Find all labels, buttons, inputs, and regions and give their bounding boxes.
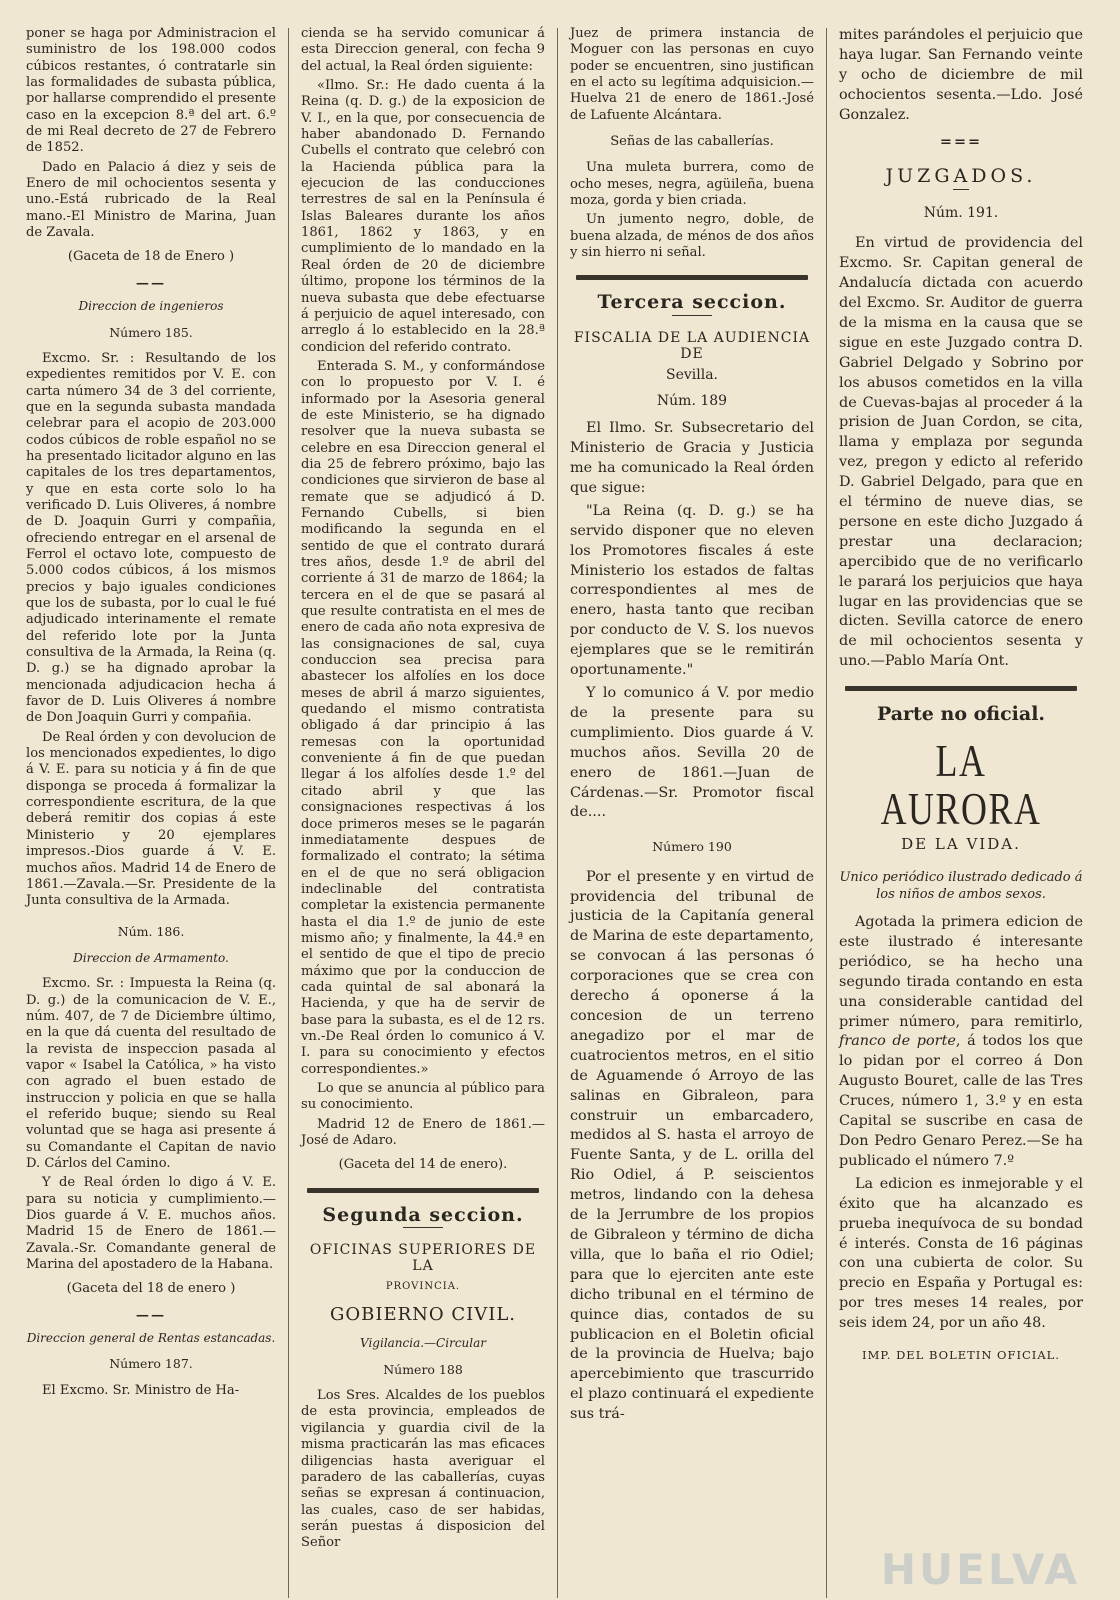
paragraph: Madrid 12 de Enero de 1861.—José de Adaro. — [301, 1116, 545, 1149]
text-run: , á todos los que lo pidan por el correo á Don Augusto Bouret, calle de las Tres Cruces, número 1, 3.º y en esta Capital se suscribe en casa de Don Pedro Genaro Perez.—Se ha publicado el número 7.º — [839, 1033, 1083, 1169]
gazette-citation: (Gaceta del 14 de enero). — [338, 1157, 508, 1173]
paragraph: "La Reina (q. D. g.) se ha servido disponer que no eleven los Promotores fiscales á este Ministerio los estados de faltas correspondientes al mes de enero, hasta tanto que reciban por conducto de V. S. los nuevos ejemplares que se le remitirán oportunamente." — [570, 502, 814, 679]
item-number: Número 185. — [109, 324, 193, 340]
paragraph: Y lo comunico á V. por medio de la presente para su cumplimiento. Dios guarde á V. muchos años. Sevilla 20 de enero de 1861.—Juan de Cárdenas.—Sr. Promotor fiscal de.... — [570, 684, 814, 821]
paragraph: El Ilmo. Sr. Subsecretario del Ministerio de Gracia y Justicia me ha comunicado la Real órden que sigue: — [570, 420, 814, 496]
thick-rule — [307, 1188, 539, 1193]
office-subheading: PROVINCIA. — [385, 1280, 461, 1292]
item-number: Número 190 — [652, 839, 732, 855]
item-number: Número 187. — [109, 1356, 193, 1372]
item-number: Núm. 189 — [656, 392, 728, 409]
item-number: Núm. 186. — [117, 923, 185, 939]
section-title: Parte no oficial. — [876, 703, 1046, 726]
text-run: Agotada la primera edicion de este ilustrado é interesante periódico, se ha hecho una segundo tirada contando en esta una considerable cantidad del primer número, para remitirlo, — [839, 914, 1083, 1030]
gazette-citation: (Gaceta del 18 de enero ) — [66, 1281, 236, 1297]
section-title: JUZGADOS. — [885, 165, 1037, 188]
watermark: HUELVA — [880, 1545, 1080, 1594]
periodical-title: LA AURORA — [880, 735, 1042, 835]
column-4 — [827, 26, 1095, 1600]
paragraph: Excmo. Sr. : Impuesta la Reina (q. D. g.) de la comunicacion de V. E., núm. 407, de 7 de Diciembre último, en la que dá cuenta del resultado de la revista de inspeccion pasada al vapor « Isabel la Católica, » ha visto con agrado el buen estado de instruccion y policia en que se halla el referido buque; siendo su Real voluntad que se haga asi presente á su Comandante el Capitan de navio D. Cárlos del Camino. — [26, 976, 276, 1171]
separator: —— — [135, 275, 167, 291]
item-number: Núm. 191. — [923, 205, 999, 222]
periodical-subtitle: DE LA VIDA. — [901, 835, 1021, 854]
office-subheading: Sevilla. — [665, 366, 718, 383]
paragraph: Juez de primera instancia de Moguer con las personas en cuyo poder se encuentren, sino justifican en el acto su legítima adquisicion.—Huelva 21 de enero de 1861.-José de Lafuente Alcántara. — [570, 26, 814, 123]
section-heading: Vigilancia.—Circular — [360, 1336, 486, 1351]
paragraph: Una muleta burrera, como de ocho meses, negra, agüileña, buena moza, gorda y bien criada. — [570, 160, 814, 209]
section-heading: Señas de las caballerías. — [610, 134, 774, 150]
paragraph: Excmo. Sr. : Resultando de los expedientes remitidos por V. E. con carta número 34 de 3 del corriente, que en la segunda subasta mandada celebrar para el acopio de 203.000 codos cúbicos de roble español no se ha presentado licitador alguno en las capitales de los tres departamentos, y que en esta corte solo lo ha verificado D. Luis Oliveres, á nombre de D. Joaquin Gurri y compañia, ofreciendo entregar en el arsenal de Ferrol el octavo lote, compuesto de 5.000 codos cúbicos, á los mismos precios y bajo iguales condiciones que los de subasta, por lo cual le fué adjudicado interinamente el remate del referido lote por la Junta consultiva de la Armada, la Reina (q. D. g.) se ha dignado aprobar la mencionada adjudicacion hecha á favor de D. Luis Oliveres á nombre de Don Joaquin Gurri y compañia. — [26, 350, 276, 726]
paragraph: mites parándoles el perjuicio que haya lugar. San Fernando veinte y ocho de diciembre de mil ochocientos sesenta.—Ldo. José Gonzalez. — [839, 27, 1083, 123]
column-2 — [289, 26, 557, 1600]
underline — [403, 1227, 443, 1228]
underline — [953, 189, 969, 190]
paragraph — [839, 913, 1083, 1172]
thick-rule — [576, 275, 808, 280]
column-1 — [20, 26, 288, 1600]
paragraph: Los Sres. Alcaldes de los pueblos de esta provincia, empleados de vigilancia y guardia civil de la misma practicarán las mas eficaces diligencias hasta averiguar el paradero de las caballerías, cuyas señas se expresan á continuacion, las cuales, caso de ser habidas, serán puestas á disposicion del Señor — [301, 1388, 545, 1551]
paragraph: Un jumento negro, doble, de buena alzada, de ménos de dos años y sin hierro ni señal. — [570, 212, 814, 261]
paragraph: Por el presente y en virtud de providencia del tribunal de justicia de la Capitanía general de Marina de este departamento, se convocan á las personas ó corporaciones que se crea con derecho á oponerse á la concesion de un terreno anegadizo por el mar de cuatrocientos metros, en el sitio de Aguamende ó Arroyo de las salinas en Gibraleon, para construir un embarcadero, medidos al S. hasta el arroyo de Fuente Santa, y de L. orilla del Rio Odiel, á P. seiscientos metros, lindando con la dehesa de la Jerrumbre de los propios de Gibraleon y término de dicha villa, que lo baña el rio Odiel; para que lo ejerciten ante este dicho tribunal en el término de quince dias, contados de su publicacion en el Boletin oficial de la provincia de Huelva; bajo apercebimiento que trascurrido el plazo continuará el expediente sus trá- — [570, 868, 814, 1423]
column-3 — [558, 26, 826, 1600]
periodical-tagline: Unico periódico ilustrado dedicado á los niños de ambos sexos. — [839, 870, 1083, 902]
section-heading: Direccion general de Rentas estancadas. — [26, 1331, 276, 1346]
separator: === — [939, 132, 983, 150]
thick-rule — [845, 686, 1077, 691]
item-number: Número 188 — [383, 1361, 463, 1377]
office-title: GOBIERNO CIVIL. — [329, 1304, 517, 1326]
paragraph: poner se haga por Administracion el suministro de los 198.000 codos cúbicos restantes, ó contratarle sin las formalidades de subasta pública, por hallarse comprendido el presente caso en la excepcion 8.ª del art. 6.º de mi Real decreto de 27 de Febrero de 1852. — [26, 26, 276, 156]
paragraph: Y de Real órden lo digo á V. E. para su noticia y cumplimiento.—Dios guarde á V. E. muchos años. Madrid 15 de Enero de 1861.—Zavala.-Sr. Comandante general de Marina del apostadero de la Habana. — [26, 1175, 276, 1273]
office-heading: OFICINAS SUPERIORES DE LA — [309, 1242, 537, 1275]
columns — [20, 26, 1102, 1600]
separator: —— — [135, 1307, 167, 1323]
underline — [672, 315, 712, 316]
paragraph: Enterada S. M., y conformándose con lo propuesto por V. I. é informado por la Asesoria general de este Ministerio, se ha dignado resolver que la nueva subasta se celebre en esa Direccion general el dia 25 de febrero próximo, bajo las condiciones que sirvieron de base al remate que se adjudicó á D. Fernando Cubells, si bien modificando la segunda en el sentido de que el contrato durará tres años, desde 1.º de abril del corriente á 31 de marzo de 1864; la tercera en el de que se pasará al que resulte contratista en el mes de enero de cada año nota expresiva de las consignaciones de sal, cuya conduccion sea precisa para abastecer los alfolíes en los doce meses de abril á marzo siguientes, quedando el mismo contratista obligado á dar principio á las remesas con la oportunidad conveniente á fin de que puedan llegar á los alfolíes desde 1.º del citado abril y que las consignaciones respectivas á los doce primeros meses se le pagarán inmediatamente despues de formalizado el contrato; la sétima en el de que no será obligacion indeclinable del contratista completar la existencia permanente hasta el dia 1.º de junio de este mismo año; y finalmente, la 44.ª en el sentido de que el tipo de precio máximo que por la conduccion de cada quintal de sal abonará la Hacienda, y que ha de servir de base para la subasta, es el de 12 rs. vn.-De Real órden lo comunico á V. I. para su conocimiento y efectos correspondientes.» — [301, 358, 545, 1077]
section-title: Tercera seccion. — [597, 291, 787, 314]
section-heading: Direccion de ingenieros — [78, 299, 224, 314]
imprint: IMP. DEL BOLETIN OFICIAL. — [862, 1348, 1060, 1363]
gazette-citation: (Gaceta de 18 de Enero ) — [67, 249, 235, 265]
paragraph: Lo que se anuncia al público para su conocimiento. — [301, 1081, 545, 1113]
paragraph: En virtud de providencia del Excmo. Sr. Capitan general de Andalucía dictada con acuerdo del Excmo. Sr. Auditor de guerra de la misma en la causa que se sigue en este Juzgado contra D. Gabriel Delgado y Sobrino por los abusos cometidos en la villa de Cuevas-bajas al proceder á la prision de Juan Cordon, se cita, llama y emplaza por segunda vez, pregon y edicto al referido D. Gabriel Delgado, para que en el término de nueve dias, se persone en este dicho Juzgado á prestar una declaracion; apercibido que de no verificarlo le parará los perjuicios que haya lugar en las providencias que se dicten. Sevilla catorce de enero de mil ochocientos sesenta y uno.—Pablo María Ont. — [839, 235, 1083, 670]
office-heading: FISCALIA DE LA AUDIENCIA DE — [573, 329, 811, 363]
paragraph: De Real órden y con devolucion de los mencionados expedientes, lo digo á V. E. para su noticia y á fin de que disponga se proceda á formalizar la correspondiente escritura, de la que deberá remitir dos copias á este Ministerio y 20 ejemplares impresos.-Dios guarde á V. E. muchos años. Madrid 14 de Enero de 1861.—Zavala.—Sr. Presidente de la Junta consultiva de la Armada. — [26, 729, 276, 909]
paragraph: cienda se ha servido comunicar á esta Direccion general, con fecha 9 del actual, la Real órden siguiente: — [301, 26, 545, 74]
text-run-italic: franco de porte — [839, 1033, 956, 1050]
paragraph: «Ilmo. Sr.: He dado cuenta á la Reina (q. D. g.) de la exposicion de V. I., en la que, por consecuencia de haber abandonado D. Fernando Cubells el contrato que celebró con la Hacienda pública para la ejecucion de las conducciones terrestres de sal en la Península é Islas Baleares durante los años 1861, 1862 y 1863, y en cumplimiento de lo mandado en la Real órden de 20 de diciembre último, propone los términos de la nueva subasta que debe efectuarse á perjuicio de aquel interesado, con arreglo á lo establecido en la 28.ª condicion del referido contrato. — [301, 78, 545, 355]
paragraph: La edicion es inmejorable y el éxito que ha alcanzado es prueba inequívoca de su bondad é interés. Consta de 16 páginas con una cubierta de color. Su precio en España y Portugal es: por tres meses 14 reales, por seis idem 24, por un año 48. — [839, 1175, 1083, 1332]
section-heading: Direccion de Armamento. — [73, 950, 229, 965]
paragraph: El Excmo. Sr. Ministro de Ha- — [42, 1382, 240, 1398]
section-title: Segunda seccion. — [322, 1203, 524, 1226]
paragraph: Dado en Palacio á diez y seis de Enero de mil ochocientos sesenta y uno.-Está rubricado de la Real mano.-El Ministro de Marina, Juan de Zavala. — [26, 159, 276, 241]
